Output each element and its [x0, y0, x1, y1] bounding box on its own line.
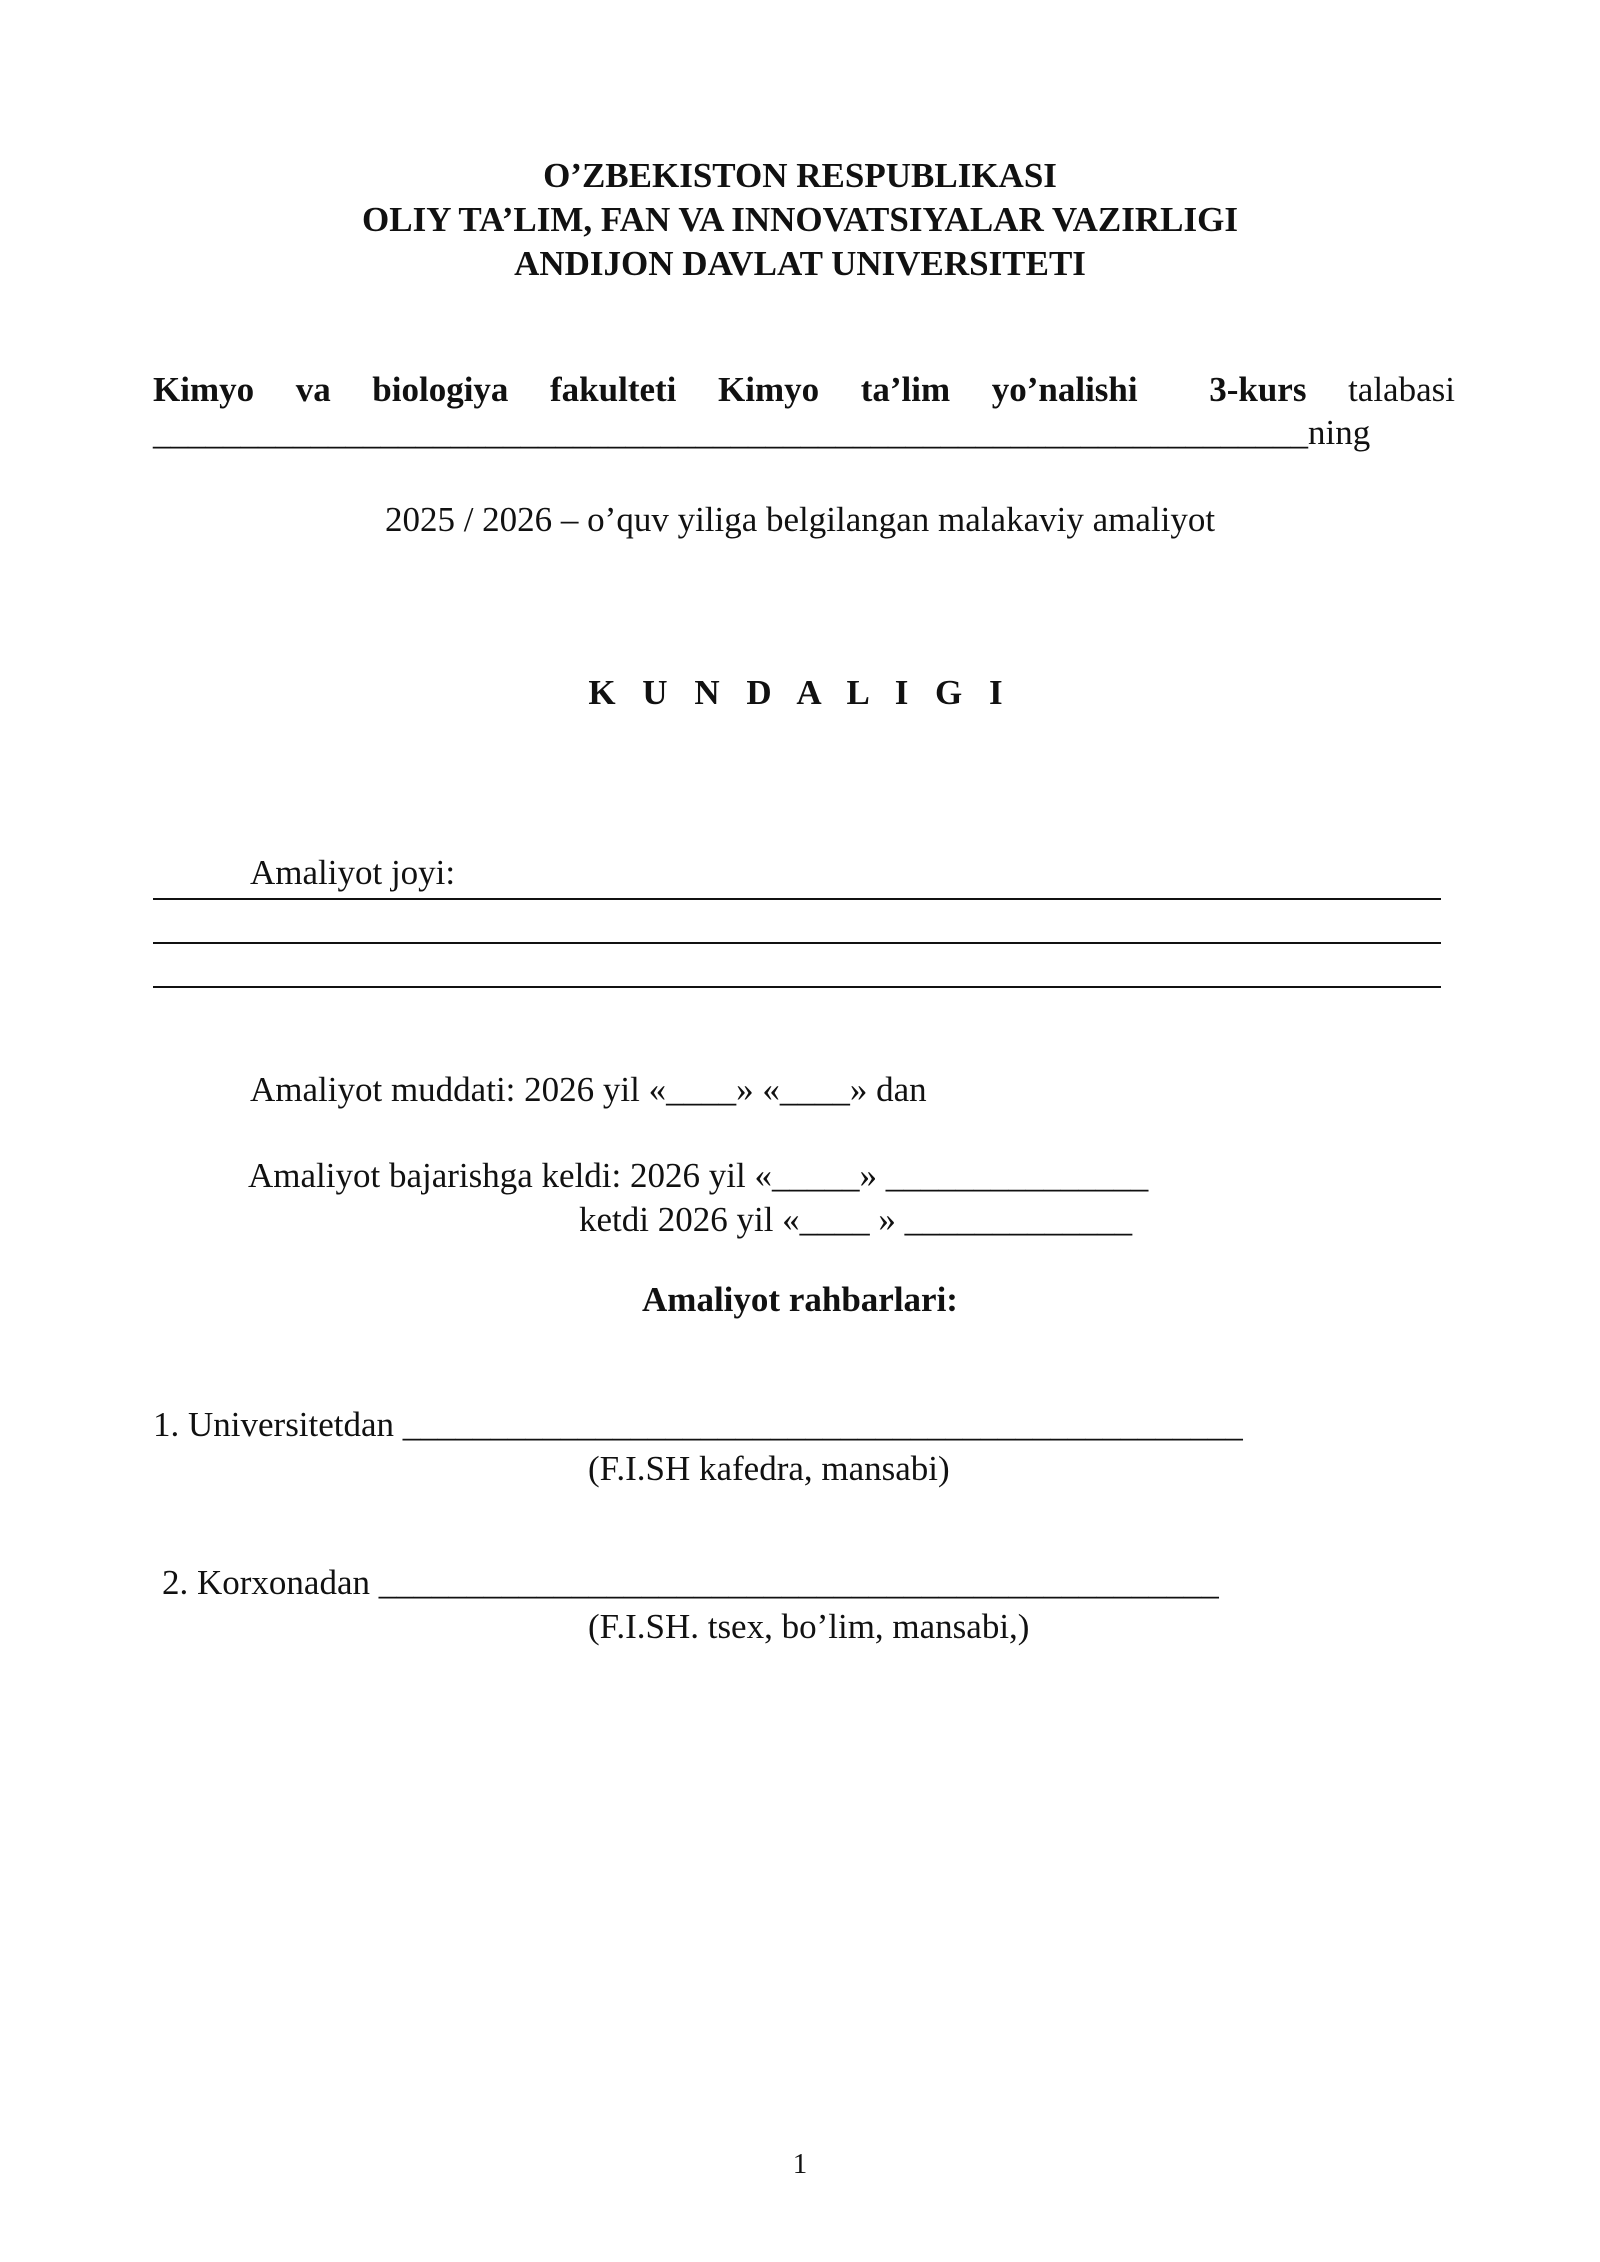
document-title: K U N D A L I G I — [588, 673, 1012, 712]
company-supervisor-caption: (F.I.SH. tsex, bo’lim, mansabi,) — [588, 1607, 1030, 1646]
faculty-word: va — [295, 370, 331, 409]
faculty-word: Kimyo — [718, 370, 820, 409]
university-supervisor-line[interactable]: 1. Universitetdan ________________________________________________ — [153, 1405, 1243, 1444]
student-name-blank: __________________________________________________________________ — [153, 413, 1308, 452]
faculty-word: ta’lim — [860, 370, 951, 409]
company-supervisor-line[interactable]: 2. Korxonadan ________________________________________________ — [162, 1563, 1219, 1602]
student-name-field[interactable] — [153, 412, 1370, 454]
practice-period-line[interactable]: Amaliyot muddati: 2026 yil «____» «____» dan — [250, 1070, 927, 1109]
student-faculty-line — [153, 369, 1455, 411]
departure-line[interactable]: ketdi 2026 yil «____ » _____________ — [579, 1200, 1133, 1239]
academic-year-line: 2025 / 2026 – o’quv yiliga belgilangan malakaviy amaliyot — [384, 500, 1216, 539]
faculty-word: biologiya — [372, 370, 509, 409]
faculty-word: Kimyo — [153, 370, 255, 409]
faculty-word: fakulteti — [550, 370, 677, 409]
practice-place-label: Amaliyot joyi: — [250, 853, 456, 892]
university-supervisor-caption: (F.I.SH kafedra, mansabi) — [588, 1449, 950, 1488]
student-name-suffix: ning — [1308, 413, 1371, 452]
header-ministry: OLIY TA’LIM, FAN VA INNOVATSIYALAR VAZIRLIGI — [362, 200, 1238, 239]
student-word: talabasi — [1348, 370, 1455, 409]
header-republic: O’ZBEKISTON RESPUBLIKASI — [543, 156, 1057, 195]
supervisors-heading: Amaliyot rahbarlari: — [642, 1280, 958, 1319]
header-university: ANDIJON DAVLAT UNIVERSITETI — [514, 244, 1086, 283]
arrival-line[interactable]: Amaliyot bajarishga keldi: 2026 yil «_____» _______________ — [248, 1156, 1149, 1195]
faculty-word: yo’nalishi — [991, 370, 1138, 409]
page-number: 1 — [792, 2148, 808, 2180]
practice-place-blank-2[interactable] — [153, 942, 1441, 944]
practice-place-blank-3[interactable] — [153, 986, 1441, 988]
practice-place-blank-1[interactable] — [153, 898, 1441, 900]
course-label: 3-kurs — [1209, 370, 1307, 409]
